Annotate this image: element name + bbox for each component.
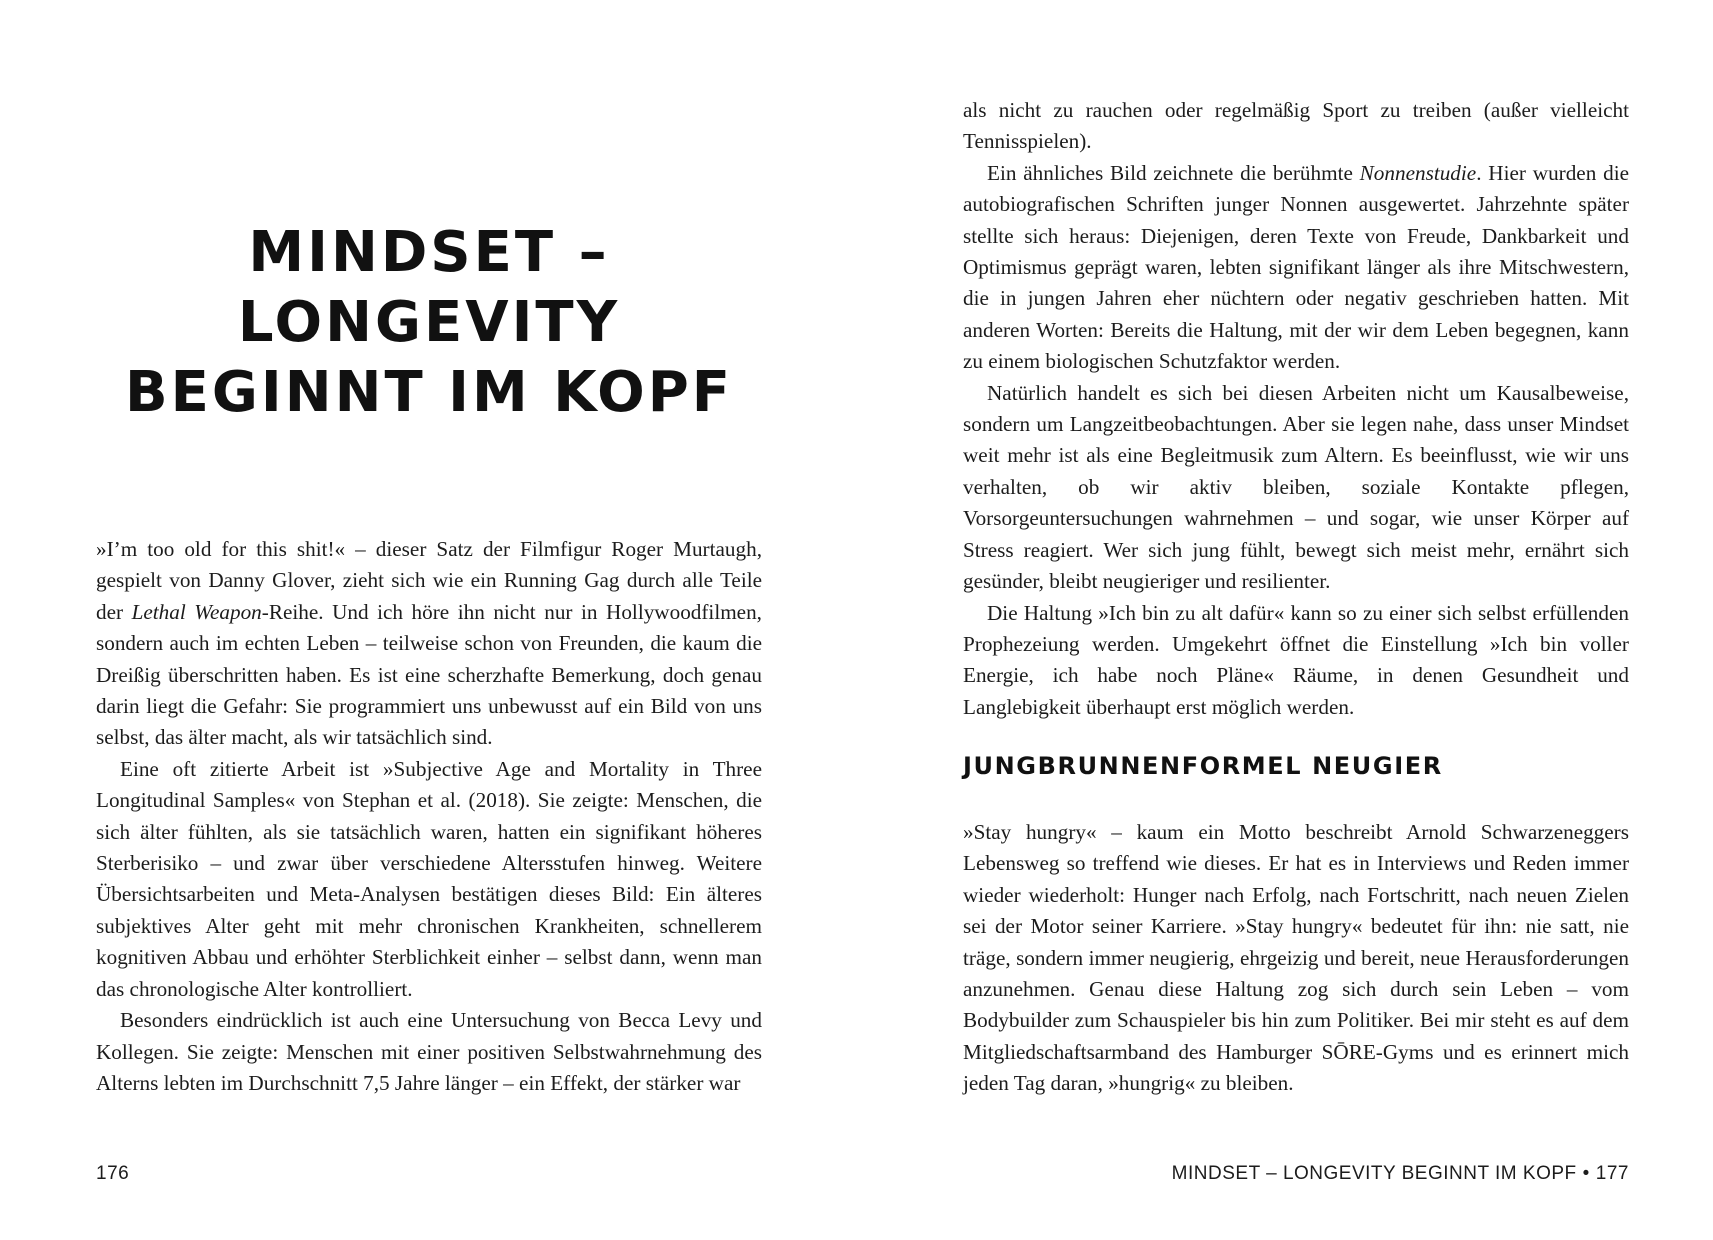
left-page (0, 0, 856, 1240)
paragraph-text: Ein ähnliches Bild zeichnete die berühmte (987, 160, 1360, 185)
body-paragraph (963, 158, 1629, 378)
page-number-left: 176 (96, 1163, 130, 1184)
page-number-right: 177 (1595, 1163, 1629, 1184)
left-body-text (96, 534, 762, 1099)
running-head: MINDSET – LONGEVITY BEGINNT IM KOPF (1171, 1163, 1577, 1184)
running-footer (1172, 1163, 1629, 1185)
chapter-title-line: LONGEVITY (237, 290, 621, 355)
body-paragraph (96, 534, 762, 754)
chapter-title-line: MINDSET – (248, 220, 610, 285)
right-page (856, 0, 1713, 1240)
chapter-title-line: BEGINNT IM KOPF (124, 360, 733, 425)
study-name: Nonnenstudie (1359, 160, 1477, 185)
body-paragraph: Eine oft zitierte Arbeit ist »Subjective Age and Mortality in Three Longitudinal Samples« von Stephan et al. (2018). Sie zeigte: Menschen, die sich älter fühlten, als sie tatsächlich waren, hatten ein signifikant höheres Sterberisiko – und zwar über verschiedene Altersstufen hinweg. Weitere Übersichtsarbeiten und Meta-Analysen bestätigen dieses Bild: Ein älteres subjektives Alter geht mit mehr chronischen Krankheiten, schnellerem kognitiven Abbau und erhöhter Sterblichkeit einher – selbst dann, wenn man das chronologische Alter kontrolliert. (96, 756, 762, 1001)
section-heading: JUNGBRUNNENFORMEL NEUGIER (963, 752, 1443, 780)
body-paragraph: »Stay hungry« – kaum ein Motto beschreibt Arnold Schwarzeneggers Lebensweg so treffend wie dieses. Er hat es in Interviews und Reden immer wieder wiederholt: Hunger nach Erfolg, nach Fortschritt, nach neuen Zielen sei der Motor seiner Karriere. »Stay hungry« bedeutet für ihn: nie satt, nie träge, sondern immer neugierig, ehrgeizig und bereit, neue Herausforderungen anzunehmen. Genau diese Haltung zog sich durch sein Leben – vom Bodybuilder zum Schauspieler bis hin zum Politiker. Bei mir steht es auf dem Mitgliedschaftsarmband des Hamburger SŌRE-Gyms und es erinnert mich jeden Tag daran, »hungrig« zu bleiben. (963, 820, 1629, 1096)
body-paragraph: Natürlich handelt es sich bei diesen Arbeiten nicht um Kausalbeweise, sondern um Langzeitbeobachtungen. Aber sie legen nahe, dass unser Mindset weit mehr ist als eine Begleitmusik zum Altern. Es beeinflusst, wie wir uns verhalten, ob wir aktiv bleiben, soziale Kontakte pflegen, Vorsorgeuntersuchungen wahrnehmen – und sogar, wie unser Körper auf Stress reagiert. Wer sich jung fühlt, bewegt sich meist mehr, ernährt sich gesünder, bleibt neugieriger und resilienter. (963, 380, 1629, 594)
body-paragraph: als nicht zu rauchen oder regelmäßig Sport zu treiben (außer vielleicht Tennisspielen). (963, 98, 1629, 154)
section-body-text (963, 817, 1629, 1100)
film-title: Lethal Weapon (131, 599, 262, 624)
paragraph-text: . Hier wurden die autobiografischen Schriften junger Nonnen ausgewertet. Jahrzehnte später stellte sich heraus: Diejenigen, deren Texte von Freude, Dankbarkeit und Optimismus geprägt waren, lebten signifikant länger als ihre Mitschwestern, die in jungen Jahren eher nüchtern oder negativ geschrieben hatten. Mit anderen Worten: Bereits die Haltung, mit der wir dem Leben begegnen, kann zu einem biologischen Schutzfaktor werden. (963, 160, 1630, 374)
body-paragraph: Besonders eindrücklich ist auch eine Untersuchung von Becca Levy und Kollegen. Sie zeigte: Menschen mit einer positiven Selbstwahrnehmung des Alterns lebten im Durchschnitt 7,5 Jahre länger – ein Effekt, der stärker war (96, 1008, 762, 1095)
bullet-separator: • (1582, 1163, 1590, 1184)
paragraph-text: -Reihe. Und ich höre ihn nicht nur in Hollywoodfilmen, sondern auch im echten Leben – teilweise schon von Freunden, die kaum die Dreißig überschritten haben. Es ist eine scherzhafte Bemerkung, doch genau darin liegt die Gefahr: Sie programmiert uns unbewusst auf ein Bild von uns selbst, das älter macht, als wir tatsächlich sind. (96, 599, 762, 750)
right-body-text (963, 95, 1629, 723)
paragraph-text: »I’m too old for this shit!« – dieser Satz der Filmfigur Roger Murtaugh, gespielt von Danny Glover, zieht sich wie ein Running Gag durch alle Teile der (96, 537, 762, 624)
chapter-title (96, 218, 762, 428)
body-paragraph: Die Haltung »Ich bin zu alt dafür« kann so zu einer sich selbst erfüllenden Prophezeiung werden. Umgekehrt öffnet die Einstellung »Ich bin voller Energie, ich habe noch Pläne« Räume, in denen Gesundheit und Langlebigkeit überhaupt erst möglich werden. (963, 600, 1629, 719)
